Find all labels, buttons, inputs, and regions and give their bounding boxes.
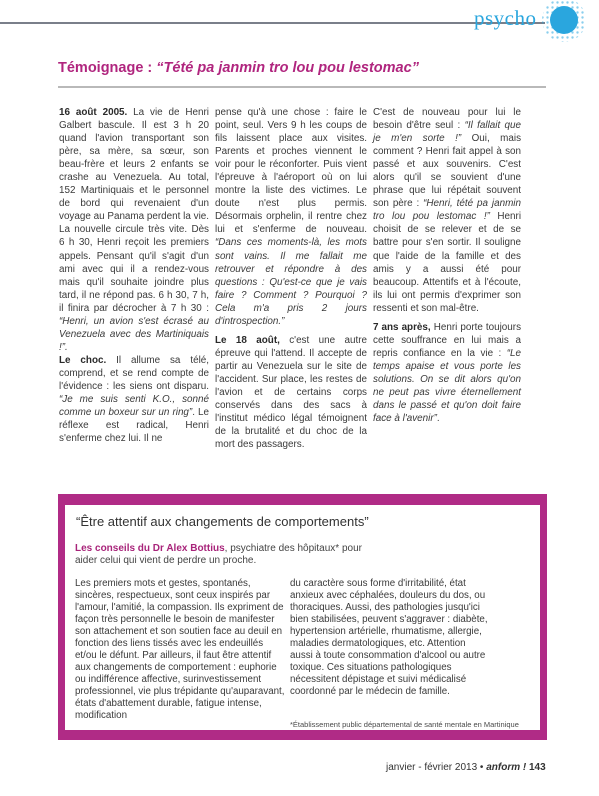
quote: “Dans ces moments-là, les mots sont vains. Il me fallait me retrouver et répondre à des questions : Qu'est-ce que je vais faire ? Comment ? Pourquoi ? Cela m'a pris 2 jours d'introspection.” — [215, 237, 367, 327]
body-text: . — [436, 413, 440, 425]
paragraph — [215, 106, 367, 328]
lead-text: , psychiatre des hôpitaux* pour aider celui qui vient de perdre un proche. — [75, 543, 362, 567]
section-label: psycho — [474, 6, 537, 30]
footnote: *Établissement public départemental de santé mentale en Martinique — [290, 720, 519, 729]
sidebar-title: “Être attentif aux changements de comportements” — [76, 514, 369, 529]
lead-date: Le 18 août, — [215, 334, 280, 346]
body-text: C'est de nouveau pour lui le besoin d'être seul : — [373, 107, 521, 132]
title-prefix: Témoignage : — [58, 60, 157, 76]
title-rule — [58, 86, 546, 88]
page-number: 143 — [526, 762, 546, 773]
body-text: pense qu'à une chose : faire le point, seul. Vers 9 h les coups de fils laissent place aux visites. Parents et proches viennent le voir pour le réconforter. Puis vient l'épreuve à l'aéroport où on lui montre la liste des victimes. Le doute n'est plus permis. Désormais orphelin, il rentre chez lui et s'enferme de nouveau. — [215, 107, 367, 236]
paragraph — [59, 354, 209, 445]
body-text: Henri choisit de se relever et de se battre pour s'en sortir. Il souligne que l'aide de la famille et des amis y a aussi été pour beaucoup. Attentifs et à l'écoute, ils lui ont permis d'exprimer son ressenti et son mal-être. — [373, 211, 522, 314]
page-footer — [386, 762, 546, 773]
body-text: . Le réflexe est radical, Henri s'enferme chez lui. Il ne — [59, 407, 209, 445]
quote: “Je me suis senti K.O., sonné comme un boxeur sur un ring” — [59, 394, 209, 419]
article-column-1 — [59, 106, 209, 445]
header-rule — [0, 22, 545, 24]
body-text: Henri porte toujours cette souffrance en lui mais a repris confiance en la vie : — [373, 321, 522, 359]
article-column-2 — [215, 106, 367, 451]
quote: “Henri, un avion s'est écrasé au Venezuela avec des Martiniquais !”. — [59, 315, 209, 353]
magazine-name: anform ! — [486, 762, 527, 773]
paragraph — [373, 321, 521, 425]
quote: “Il fallait que je m'en sorte !” — [373, 120, 521, 145]
paragraph — [59, 106, 209, 354]
body-text: c'est une autre épreuve qui l'attend. Il accepte de partir au Venezuela sur le site de l'accident. Sur place, les restes de l'avion et de certains corps conservés dans des sacs à l'institut médico légal témoignent de la brutalité et du choc de la mort des passagers. — [215, 334, 367, 451]
paragraph — [215, 334, 367, 451]
article-column-3 — [373, 106, 521, 425]
title-quote: “Tété pa janmin tro lou pou lestomac” — [156, 60, 419, 76]
quote: “Le temps apaise et vous porte les solutions. On se dit alors qu'on ne peut pas vivre éternellement dans le passé et qu'on doit faire face à l'avenir” — [373, 347, 521, 425]
quote: “Henri, tété pa janmin tro lou pou lestomac !” — [373, 198, 521, 223]
paragraph — [373, 106, 521, 315]
sidebar-lead — [75, 543, 385, 568]
article-title — [58, 60, 419, 76]
author-name: Les conseils du Dr Alex Bottius — [75, 543, 225, 554]
issue-date: janvier - février 2013 • — [386, 762, 487, 773]
section-dot-icon — [540, 0, 599, 44]
lead-phrase: Le choc. — [59, 354, 107, 366]
lead-date: 16 août 2005. — [59, 107, 128, 118]
body-text: Oui, mais comment ? Henri fait appel à son passé et aux souvenirs. C'est alors qu'il se souvient d'une phrase que lui répétait souvent son père : — [373, 133, 522, 210]
body-text: La vie de Henri Galbert bascule. Il est 3 h 20 quand l'avion transportant son père, sa mère, sa sœur, son beau-frère et leurs 2 enfants se crashe au Venezuela. Au total, 152 Martiniquais et le personnel de bord qui revenaient d'un voyage au Panama perdent la vie. La nouvelle circule très vite. Dès 6 h 30, Henri reçoit les premiers appels. Pensant qu'il s'agit d'un ami avec qui il a rendez-vous mais qu'il souhaite joindre plus tard, il ne répond pas. 6 h 30, 7 h, il finira par décrocher à 7 h 30 : — [59, 107, 209, 314]
sidebar-column-2: du caractère sous forme d'irritabilité, état anxieux avec céphalées, douleurs du dos, ou thoraciques. Aussi, des pathologies jusqu'ici bien stabilisées, peuvent s'aggraver : diabète, hypertension artérielle, rhumatisme, allergie, maladies dermatologiques, etc. Attention aussi à toute consommation d'alcool ou autre toxique. Ces situations pathologiques nécessitent dépistage et suivi médicalisé coordonné par le médecin de famille. — [290, 578, 488, 697]
body-text: Il allume sa télé, comprend, et se rend compte de l'évidence : les siens ont disparu. — [59, 354, 209, 392]
sidebar-column-1: Les premiers mots et gestes, spontanés, sincères, respectueux, sont ceux inspirés par l'amour, l'amitié, la compassion. Ils expriment de façon très personnelle le besoin de manifester son attachement et son soutien face au deuil en fonction des liens tissés avec les endeuillés et/ou le défunt. Par ailleurs, il faut être attentif aux changements de comportement : euphorie ou indifférence affective, surinvestissement professionnel, vie plus trépidante qu'auparavant, états d'abattement durable, fatigue intense, modification — [75, 578, 285, 721]
lead-phrase: 7 ans après, — [373, 321, 431, 333]
